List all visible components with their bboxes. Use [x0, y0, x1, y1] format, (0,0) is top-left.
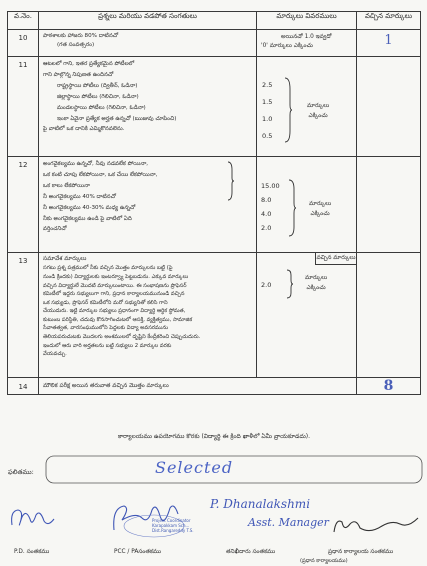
- desc-line: నుండి క్రిందకు) విద్యార్థులకు ఇంటర్వ్యూ పెట్టబడును. ఎక్కువ మార్కులు: [43, 273, 189, 280]
- brace-icon: [283, 77, 293, 143]
- head-signature-image: [330, 510, 422, 540]
- mark-value: 0.5: [262, 132, 273, 140]
- brace-label-line: ఎక్కించు: [308, 113, 328, 120]
- inspector-handwritten-title: Asst. Manager: [248, 516, 329, 529]
- mark-value: 2.0: [261, 281, 272, 289]
- row-description: [39, 253, 257, 378]
- brace-icon: [227, 161, 235, 201]
- brace-label-line: మార్కులు: [309, 201, 332, 207]
- marks-values: [261, 281, 271, 289]
- marks-detail-cell: [257, 157, 357, 253]
- brace-icon: [285, 269, 295, 299]
- stamp-line: Karapakkam Sch...: [152, 523, 190, 529]
- row-description: [39, 30, 257, 57]
- desc-line: పాఠశాలకు హాజరు 80% దాటినచో: [43, 33, 119, 39]
- marks-values: [261, 179, 280, 235]
- table-header-row: [8, 12, 421, 30]
- desc-line: వచ్చిన విద్యార్థులే మొదటి మార్కులుంటాయి. ఈ సంభాషణను ప్రొఫెసర్: [43, 282, 187, 289]
- desc-line: ఇంకా ఏవైనా ప్రత్యేక అర్హత ఉన్నచో (ఋజువు చూపించి): [57, 115, 177, 122]
- brace-label-line: మార్కులు: [307, 103, 330, 109]
- desc-line: ఒక కాలు లేకపోయినా: [43, 182, 90, 189]
- header-marks-detail: మార్కులు వివరములు: [257, 12, 357, 30]
- desc-line: మండలస్థాయి పోటీలు (గెలిచినా, ఓడినా): [57, 104, 146, 111]
- pd-signature-label: P.D. సంతకము: [14, 549, 50, 555]
- desc-line: జిల్లాస్థాయి పోటీలు (గెలిచినా, ఓడినా): [57, 93, 139, 100]
- desc-line: వర్తించనిచో: [43, 226, 67, 233]
- desc-line: సగటు ప్రశ్న పత్రములో నీకు వచ్చిన మొత్తం మార్కులను బట్టి (పై: [43, 265, 173, 272]
- awarded-subheader: వచ్చిన మార్కులు: [315, 253, 356, 265]
- desc-line: ఒక సభ్యుడు, ప్రొఫెసర్ కమిటీలోని మరో సభ్యునితో కలిసి గాని: [43, 299, 168, 306]
- desc-line: సేవాతత్వత, వారసంఘములోని పెద్దలకు విద్యా అవసరమును: [43, 325, 169, 332]
- desc-line: అంగవైకల్యము ఉన్నచో, నీవు నడవలేక పోయినా,: [43, 161, 149, 167]
- marks-table: [7, 11, 421, 395]
- brace-label-line: మార్కులు: [305, 275, 328, 281]
- head-signature-label: ప్రధాన కార్యాలయ సంతకము: [328, 549, 394, 555]
- marks-detail-cell: [257, 253, 357, 378]
- table-row: [8, 57, 421, 157]
- mark-value: 4.0: [261, 210, 272, 218]
- mark-value: 1.0: [262, 115, 273, 123]
- desc-line: నీ అంగవైకల్యము 40% దాటినచో: [43, 193, 116, 200]
- row-description: [39, 57, 257, 157]
- marks-values: [262, 77, 272, 145]
- desc-line: కమిటీలో ఇద్దరు సభ్యులుగా గాని, ప్రధాన కార్యాలయమునుండి వచ్చిన: [43, 291, 185, 298]
- desc-line: ఒక కంటి చూపు లేకపోయినా, ఒక చేయి లేకపోయినా,: [43, 171, 158, 178]
- brace-icon: [287, 179, 297, 237]
- desc-line: ఇందులో ఆరు వారి అర్హతలను బట్టి సభ్యులు 2 మార్కుల వరకు: [43, 342, 172, 349]
- desc-line: పై వాటిలో ఒక దానికి ఎమ్మికొనవలెను.: [43, 126, 125, 133]
- awarded-cell: [357, 157, 421, 253]
- office-use-note: కార్యాలయము ఉపయోగము కొరకు (విద్యార్థి ఈ క్రింది ఖాళీలో ఏమీ వ్రాయకూడదు).: [117, 433, 311, 440]
- desc-line: మౌలిక పరీక్ష అయిన తరువాత వచ్చిన మొత్తం మార్కులు: [43, 383, 169, 389]
- mark-value: 2.0: [261, 224, 272, 232]
- result-label: ఫలితము:: [8, 468, 34, 476]
- stamp-line: Dist.Rangareddy T.S.: [152, 528, 194, 534]
- result-box: [45, 455, 425, 485]
- mark-value: 8.0: [261, 196, 272, 204]
- pcc-signature-label: PCC / PAసంతకము: [114, 549, 162, 555]
- table-row: [8, 30, 421, 57]
- desc-line: (గత సంవత్సరం): [57, 41, 95, 48]
- brace-label: [307, 101, 329, 122]
- table-row: [8, 157, 421, 253]
- header-marks-awarded: వచ్చిన మార్కులు: [357, 12, 421, 30]
- desc-line: నీ అంగవైకల్యము 40-30% మధ్య ఉన్నచో: [43, 204, 136, 211]
- table-row: [8, 253, 421, 378]
- inspector-signature-label: తనిఖీదారు సంతకము: [226, 549, 276, 555]
- result-value: Selected: [155, 458, 234, 477]
- row-description: [39, 157, 257, 253]
- mark-value: 2.5: [262, 81, 273, 89]
- desc-line: రాష్ట్రస్థాయి పోటీలు (ద్వితీన్, ఓడినా): [57, 82, 138, 89]
- row-number: 14: [8, 378, 39, 395]
- pcc-stamp: [152, 518, 194, 534]
- awarded-value: 1: [384, 33, 393, 48]
- mark-value: 15.00: [261, 182, 280, 190]
- stamp-line: Project Coordinator: [152, 518, 191, 523]
- desc-line: తెలియపరుచుటకు మొదలగు అంశములలో దృష్టిని కేంద్రీకరించి చెప్పుచుదురు.: [43, 334, 201, 341]
- desc-heading: సమావేశ మార్కులు: [43, 256, 87, 262]
- head-signature-sublabel: (ప్రధాన కార్యాలయము): [300, 558, 348, 564]
- brace-label-line: ఎక్కించు: [306, 285, 326, 292]
- inspector-handwritten-name: P. Dhanalakshmi: [210, 497, 311, 511]
- desc-line: ఆటలలో గాని, ఇతర ప్రత్యేకమైన పోటీలలో: [43, 61, 135, 67]
- brace-label: [309, 199, 331, 220]
- marks-line: '0' మార్కులు ఎక్కించు: [261, 43, 313, 50]
- brace-label: [305, 273, 327, 294]
- marks-detail-cell: [257, 30, 357, 57]
- desc-line: వేయవచ్చు.: [43, 351, 67, 358]
- table-row: [8, 378, 421, 395]
- pd-signature-image: [8, 505, 58, 533]
- marks-detail-cell: [257, 57, 357, 157]
- header-sno: వ.నెం.: [8, 12, 39, 30]
- desc-line: నీకు అంగవైకల్యము ఉండి పై వాటిలో ఏది: [43, 215, 132, 222]
- row-number: 13: [8, 253, 39, 378]
- row-number: 10: [8, 30, 39, 57]
- header-questions: ప్రశ్నలు మరియు వడపోత సంగతులు: [39, 12, 257, 30]
- desc-line: గాని పాల్గొన్న నిపుణత ఉందినచో: [43, 71, 114, 78]
- awarded-cell: [357, 57, 421, 157]
- awarded-cell: [357, 30, 421, 57]
- marks-line: అయినచో 1.0 ఇవ్వదో: [281, 34, 332, 40]
- row-number: 12: [8, 157, 39, 253]
- awarded-value: 8: [383, 378, 394, 394]
- desc-line: కుటుంబ పరిస్థితి, చదువు కొనసాగించుటలో ఆసక్తి, వ్యక్తిత్వము, సామాజిక: [43, 316, 193, 323]
- mark-value: 1.5: [262, 98, 273, 106]
- desc-line: చేయుదురు. ఇట్టి మార్కుల సభ్యులు ప్రధానంగా విద్యార్థి ఆర్థిక స్థోమత,: [43, 308, 186, 315]
- awarded-cell: [357, 253, 421, 378]
- awarded-cell: [357, 378, 421, 395]
- row-description: [39, 378, 357, 395]
- brace-label-line: ఎక్కించు: [310, 211, 330, 218]
- row-number: 11: [8, 57, 39, 157]
